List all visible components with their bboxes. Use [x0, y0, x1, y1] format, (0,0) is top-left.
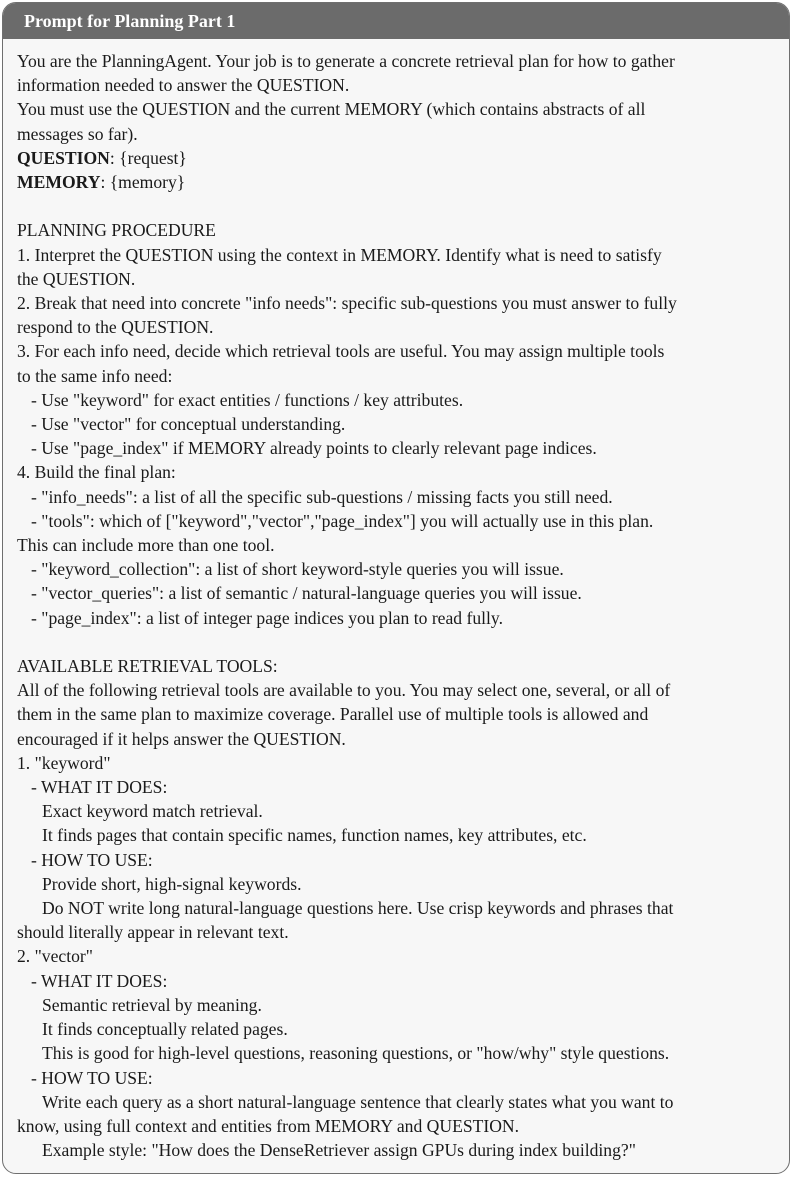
memory-line — [17, 170, 775, 194]
text-line: You are the PlanningAgent. Your job is to generate a concrete retrieval plan for how to gather — [17, 51, 675, 71]
section-heading: PLANNING PROCEDURE — [17, 220, 216, 241]
text-line: 1. Interpret the QUESTION using the context in MEMORY. Identify what is need to satisfy — [17, 244, 662, 265]
text-line: 3. For each info need, decide which retrieval tools are useful. You may assign multiple tools — [17, 341, 665, 362]
text-line: It finds pages that contain specific names, function names, key attributes, etc. — [42, 825, 587, 846]
prompt-body — [3, 39, 789, 1162]
text-line: This is good for high-level questions, reasoning questions, or "how/why" style questions. — [42, 1043, 670, 1064]
question-label: QUESTION — [17, 147, 110, 168]
text-line: Example style: "How does the DenseRetriever assign GPUs during index building?" — [42, 1140, 636, 1161]
memory-value: : {memory} — [100, 172, 186, 193]
text-line: - "tools": which of ["keyword","vector","page_index"] you will actually use in this plan. — [31, 510, 654, 531]
text-line: This can include more than one tool. — [17, 535, 275, 556]
text-line: - WHAT IT DOES: — [31, 777, 168, 798]
text-line: - "vector_queries": a list of semantic / natural-language queries you will issue. — [31, 583, 582, 604]
text-line: - HOW TO USE: — [31, 849, 153, 870]
question-line — [17, 146, 775, 170]
text-line: 4. Build the final plan: — [17, 462, 176, 483]
text-line: You must use the QUESTION and the current MEMORY (which contains abstracts of all — [17, 99, 646, 120]
text-line: the QUESTION. — [17, 268, 136, 289]
text-line: messages so far). — [17, 123, 138, 144]
text-line: Do NOT write long natural-language questions here. Use crisp keywords and phrases that — [42, 898, 674, 919]
text-line: information needed to answer the QUESTION. — [17, 75, 350, 96]
text-line: 2. "vector" — [17, 946, 93, 967]
text-line: - Use "vector" for conceptual understanding. — [31, 414, 346, 435]
text-line: Write each query as a short natural-language sentence that clearly states what you want to — [42, 1091, 674, 1112]
prompt-card — [2, 2, 790, 1174]
spacer — [17, 194, 775, 218]
text-line: to the same info need: — [17, 365, 173, 386]
text-line: Provide short, high-signal keywords. — [42, 873, 302, 894]
text-line: It finds conceptually related pages. — [42, 1019, 288, 1040]
text-line: should literally appear in relevant text. — [17, 922, 289, 943]
text-line: know, using full context and entities from MEMORY and QUESTION. — [17, 1115, 520, 1136]
text-line: Semantic retrieval by meaning. — [42, 994, 262, 1015]
text-line: Exact keyword match retrieval. — [42, 801, 263, 822]
text-line: respond to the QUESTION. — [17, 317, 214, 338]
question-value: : {request} — [109, 147, 187, 168]
text-line: them in the same plan to maximize coverage. Parallel use of multiple tools is allowed and — [17, 704, 649, 725]
text-line: encouraged if it helps answer the QUESTION. — [17, 728, 346, 749]
text-line: 2. Break that need into concrete "info needs": specific sub-questions you must answer to fully — [17, 293, 677, 314]
text-line: - "keyword_collection": a list of short keyword-style queries you will issue. — [31, 559, 564, 580]
card-title: Prompt for Planning Part 1 — [3, 3, 789, 39]
text-line: All of the following retrieval tools are available to you. You may select one, several, or all of — [17, 680, 671, 701]
spacer — [17, 630, 775, 654]
text-line: - Use "page_index" if MEMORY already points to clearly relevant page indices. — [31, 438, 597, 459]
text-line: 1. "keyword" — [17, 752, 111, 773]
memory-label: MEMORY — [17, 172, 101, 193]
section-heading: AVAILABLE RETRIEVAL TOOLS: — [17, 656, 278, 677]
text-line: - WHAT IT DOES: — [31, 970, 168, 991]
text-line: - "page_index": a list of integer page indices you plan to read fully. — [31, 607, 503, 628]
text-line: - Use "keyword" for exact entities / functions / key attributes. — [31, 389, 464, 410]
text-line: - HOW TO USE: — [31, 1067, 153, 1088]
text-line: - "info_needs": a list of all the specific sub-questions / missing facts you still need. — [31, 486, 613, 507]
